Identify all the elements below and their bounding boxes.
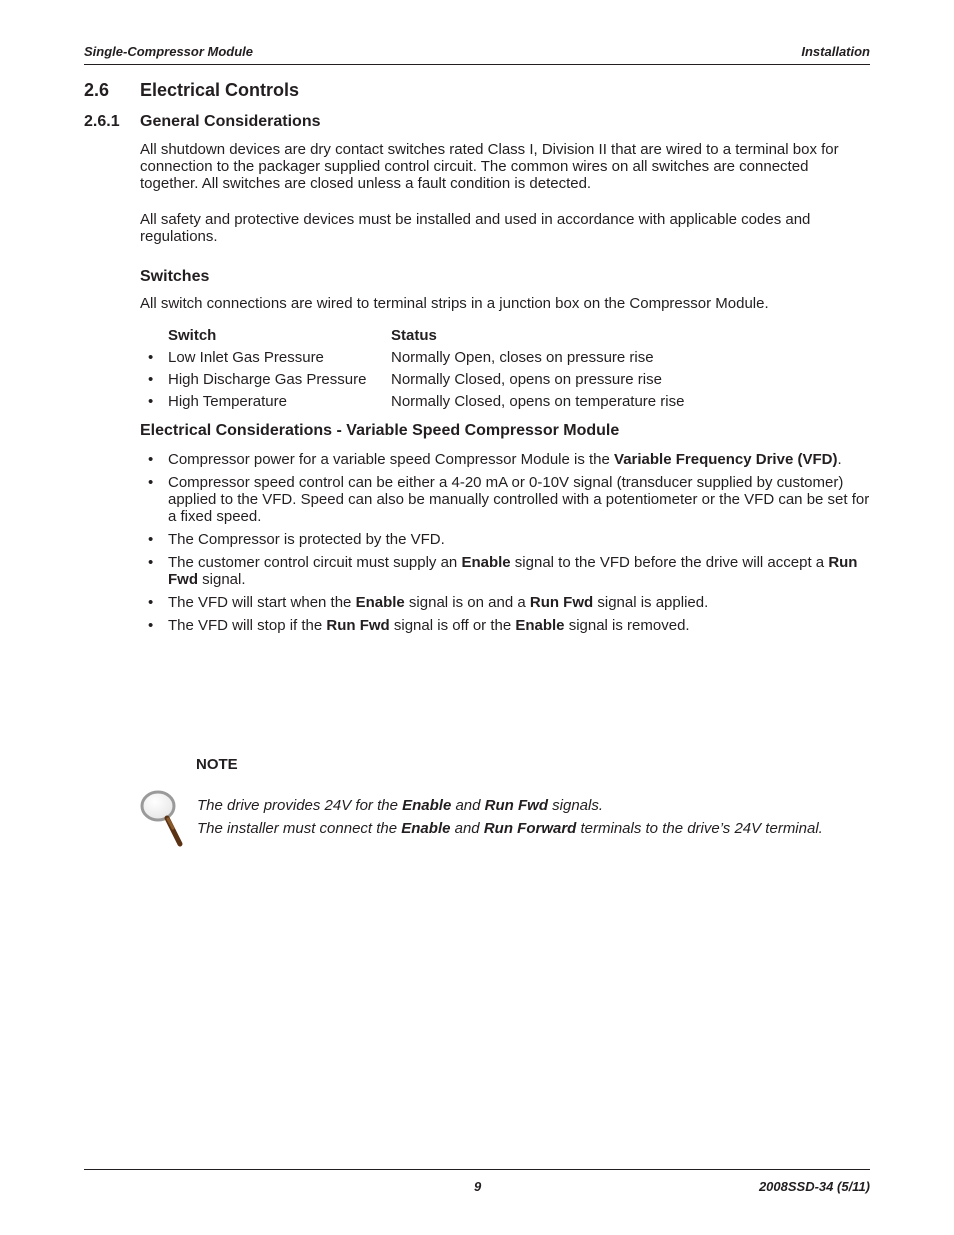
- text-run: .: [837, 451, 842, 468]
- text-run: and: [451, 797, 485, 814]
- bold-term: Enable: [515, 617, 565, 634]
- bold-term: Variable Frequency Drive (VFD): [614, 451, 838, 468]
- electrical-considerations-heading: Electrical Considerations - Variable Speed Compressor Module: [140, 422, 620, 439]
- bullet: •: [148, 554, 154, 571]
- text-run: signal is on and a: [404, 594, 530, 611]
- section-heading: [84, 80, 299, 101]
- text-run: The drive provides 24V for the: [197, 797, 403, 814]
- list-item: [148, 531, 870, 548]
- note-title: NOTE: [196, 756, 238, 773]
- switches-intro: All switch connections are wired to terminal strips in a junction box on the Compressor Module.: [140, 295, 769, 312]
- switches-heading: Switches: [140, 268, 210, 285]
- switch-name: High Discharge Gas Pressure: [168, 371, 367, 388]
- text-run: Compressor speed control can be either a 4-20 mA or 0-10V signal (transducer supplied by customer) applied to the VFD. Speed can also be manually controlled with a potentiometer or the VFD can be set for a fixed speed.: [168, 474, 870, 525]
- paragraph-shutdown-devices: All shutdown devices are dry contact switches rated Class I, Division II that are wired to a terminal box for connection to the packager supplied control circuit. The common wires on all switches are connected together. All switches are closed unless a fault condition is detected.: [140, 141, 839, 192]
- bold-term: Run Fwd: [529, 594, 594, 611]
- text-run: terminals to the drive’s 24V terminal.: [576, 820, 823, 837]
- text-run: signal is removed.: [564, 617, 690, 634]
- header-rule: [84, 64, 870, 65]
- bold-term: Run Forward: [483, 820, 577, 837]
- note-line-2: [197, 820, 823, 837]
- switch-name: High Temperature: [168, 393, 287, 410]
- list-item: [148, 617, 870, 634]
- switch-status: Normally Open, closes on pressure rise: [391, 349, 654, 366]
- bullet: •: [148, 393, 154, 410]
- list-item: [148, 451, 870, 468]
- bullet: •: [148, 371, 154, 388]
- column-header-switch: Switch: [168, 327, 217, 344]
- text-run: The customer control circuit must supply an: [168, 554, 462, 571]
- bullet: •: [148, 617, 154, 634]
- footer-rule: [84, 1169, 870, 1170]
- section-title: Electrical Controls: [140, 80, 300, 100]
- paragraph-safety-devices: All safety and protective devices must be installed and used in accordance with applicable codes and regulations.: [140, 211, 811, 245]
- text-run: signal is off or the: [389, 617, 516, 634]
- list-item: [148, 594, 870, 611]
- bullet: •: [148, 349, 154, 366]
- text-run: and: [450, 820, 484, 837]
- text-run: signals.: [548, 797, 604, 814]
- subsection-heading: [84, 113, 321, 131]
- bold-term: Run Fwd: [484, 797, 548, 814]
- text-run: signal to the VFD before the drive will accept a: [510, 554, 829, 571]
- magnifier-icon: [140, 790, 186, 848]
- bold-term: Enable: [461, 554, 511, 571]
- running-header-title: Single-Compressor Module: [84, 44, 254, 59]
- document-code: 2008SSD-34 (5/11): [758, 1179, 870, 1194]
- text-run: signal is applied.: [593, 594, 709, 611]
- text-run: signal.: [198, 571, 246, 588]
- page-number: 9: [474, 1179, 482, 1194]
- section-number: 2.6: [84, 80, 110, 100]
- subsection-number: 2.6.1: [84, 113, 120, 130]
- electrical-considerations-list: [148, 451, 870, 640]
- text-run: Compressor power for a variable speed Compressor Module is the: [168, 451, 615, 468]
- bullet: •: [148, 474, 154, 491]
- list-item: [148, 474, 870, 525]
- text-run: The VFD will stop if the: [168, 617, 327, 634]
- bullet: •: [148, 594, 154, 611]
- running-header-chapter: Installation: [801, 44, 870, 59]
- text-run: The installer must connect the: [197, 820, 402, 837]
- subsection-title: General Considerations: [140, 113, 321, 130]
- switch-status: Normally Closed, opens on temperature rise: [391, 393, 685, 410]
- switch-status: Normally Closed, opens on pressure rise: [391, 371, 662, 388]
- bold-term: Enable: [402, 797, 452, 814]
- bold-term: Run Fwd: [168, 554, 858, 588]
- bold-term: Enable: [355, 594, 405, 611]
- switch-name: Low Inlet Gas Pressure: [168, 349, 324, 366]
- text-run: The VFD will start when the: [168, 594, 356, 611]
- bold-term: Run Fwd: [326, 617, 390, 634]
- column-header-status: Status: [391, 327, 437, 344]
- note-line-1: [197, 797, 603, 814]
- list-item: [148, 554, 870, 588]
- bullet: •: [148, 531, 154, 548]
- bullet: •: [148, 451, 154, 468]
- bold-term: Enable: [401, 820, 451, 837]
- text-run: The Compressor is protected by the VFD.: [168, 531, 445, 548]
